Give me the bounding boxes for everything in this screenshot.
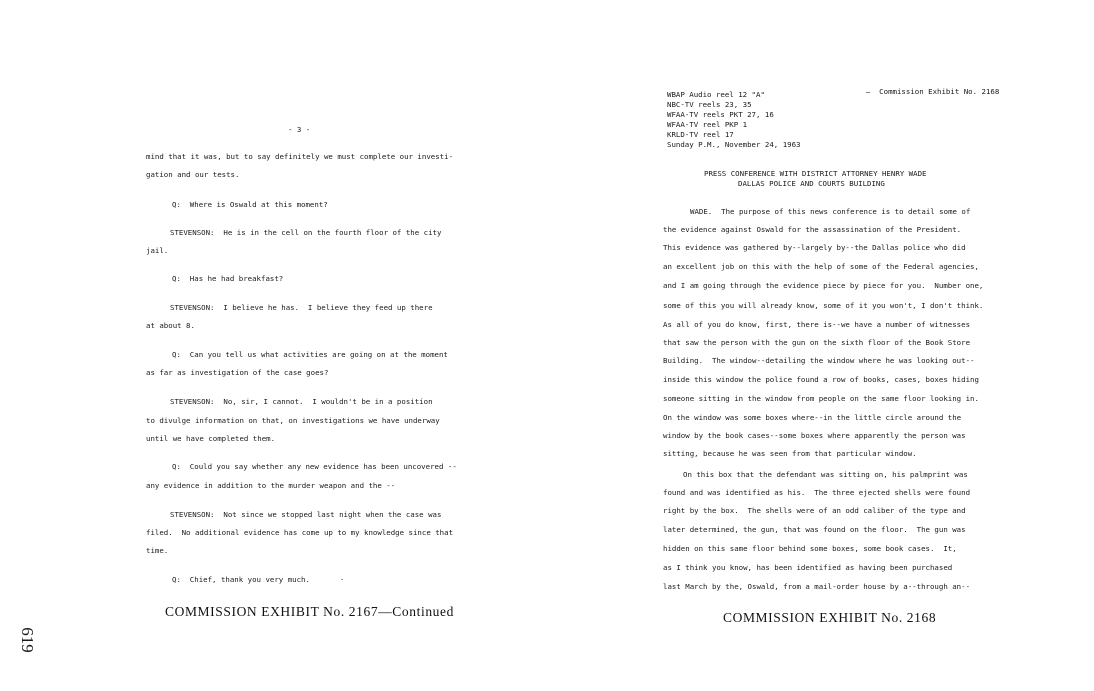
left-document-page <box>0 0 540 691</box>
transcript-line: STEVENSON: He is in the cell on the fourth floor of the city <box>170 228 442 237</box>
transcript-line: jail. <box>146 246 169 255</box>
transcript-line: STEVENSON: Not since we stopped last night when the case was <box>170 510 442 519</box>
transcript-line: Q: Where is Oswald at this moment? <box>172 200 328 209</box>
reel-line: WFAA-TV reels PKT 27, 16 <box>667 110 774 119</box>
transcript-line: window by the book cases--some boxes where apparently the person was <box>663 431 966 440</box>
transcript-line: This evidence was gathered by--largely by--the Dallas police who did <box>663 243 966 252</box>
exhibit-caption-2168: COMMISSION EXHIBIT No. 2168 <box>723 610 937 625</box>
transcript-line: Q: Can you tell us what activities are going on at the moment <box>172 350 448 359</box>
title-line: PRESS CONFERENCE WITH DISTRICT ATTORNEY HENRY WADE <box>704 169 927 178</box>
transcript-line: an excellent job on this with the help of some of the Federal agencies, <box>663 262 979 271</box>
transcript-line: to divulge information on that, on investigations we have underway <box>146 416 440 425</box>
title-line: DALLAS POLICE AND COURTS BUILDING <box>738 179 885 188</box>
transcript-line: mind that it was, but to say definitely we must complete our investi- <box>146 152 454 161</box>
transcript-line: STEVENSON: I believe he has. I believe they feed up there <box>170 303 433 312</box>
transcript-line: that saw the person with the gun on the sixth floor of the Book Store <box>663 338 971 347</box>
transcript-line: On the window was some boxes where--in the little circle around the <box>663 413 962 422</box>
transcript-line: hidden on this same floor behind some boxes, some book cases. It, <box>663 544 957 553</box>
stray-mark: · <box>340 576 345 584</box>
reel-line: KRLD-TV reel 17 <box>667 130 734 139</box>
transcript-line: found and was identified as his. The three ejected shells were found <box>663 488 971 497</box>
transcript-line: STEVENSON: No, sir, I cannot. I wouldn't be in a position <box>170 397 433 406</box>
transcript-line: On this box that the defendant was sitting on, his palmprint was <box>683 470 968 479</box>
transcript-line: inside this window the police found a row of books, cases, boxes hiding <box>663 375 979 384</box>
side-page-number: 619 <box>17 627 37 653</box>
transcript-line: any evidence in addition to the murder weapon and the -- <box>146 481 396 490</box>
transcript-line: Building. The window--detailing the window where he was looking out-- <box>663 356 975 365</box>
reel-line: NBC-TV reels 23, 35 <box>667 100 752 109</box>
reel-line: WFAA-TV reel PKP 1 <box>667 120 748 129</box>
transcript-line: Q: Chief, thank you very much. <box>172 575 310 584</box>
transcript-line: some of this you will already know, some of it you won't, I don't think. <box>663 301 984 310</box>
transcript-line: sitting, because he was seen from that particular window. <box>663 449 917 458</box>
reel-line: WBAP Audio reel 12 "A" <box>667 90 765 99</box>
transcript-line: right by the box. The shells were of an odd caliber of the type and <box>663 506 966 515</box>
reel-line: Sunday P.M., November 24, 1963 <box>667 140 801 149</box>
transcript-line: and I am going through the evidence piece by piece for you. Number one, <box>663 281 984 290</box>
transcript-line: Q: Could you say whether any new evidence has been uncovered -- <box>172 462 457 471</box>
exhibit-header: — Commission Exhibit No. 2168 <box>865 87 1000 96</box>
transcript-line: time. <box>146 546 169 555</box>
transcript-line: someone sitting in the window from people on the same floor looking in. <box>663 394 979 403</box>
transcript-line: Q: Has he had breakfast? <box>172 274 284 283</box>
page-number: - 3 - <box>288 125 311 134</box>
transcript-line: the evidence against Oswald for the assassination of the President. <box>663 225 962 234</box>
transcript-line: as I think you know, has been identified as having been purchased <box>663 563 953 572</box>
transcript-line: As all of you do know, first, there is--we have a number of witnesses <box>663 320 971 329</box>
transcript-line: at about 8. <box>146 321 195 330</box>
transcript-line: gation and our tests. <box>146 170 240 179</box>
transcript-line: WADE. The purpose of this news conference is to detail some of <box>690 207 971 216</box>
dash-mark: — <box>865 87 880 96</box>
transcript-line: until we have completed them. <box>146 434 276 443</box>
exhibit-caption-2167: COMMISSION EXHIBIT No. 2167—Continued <box>165 604 454 619</box>
transcript-line: later determined, the gun, that was found on the floor. The gun was <box>663 525 966 534</box>
transcript-line: as far as investigation of the case goes? <box>146 368 329 377</box>
transcript-line: last March by the, Oswald, from a mail-order house by a--through an-- <box>663 582 971 591</box>
right-document-page <box>540 0 1094 691</box>
transcript-line: filed. No additional evidence has come up to my knowledge since that <box>146 528 454 537</box>
